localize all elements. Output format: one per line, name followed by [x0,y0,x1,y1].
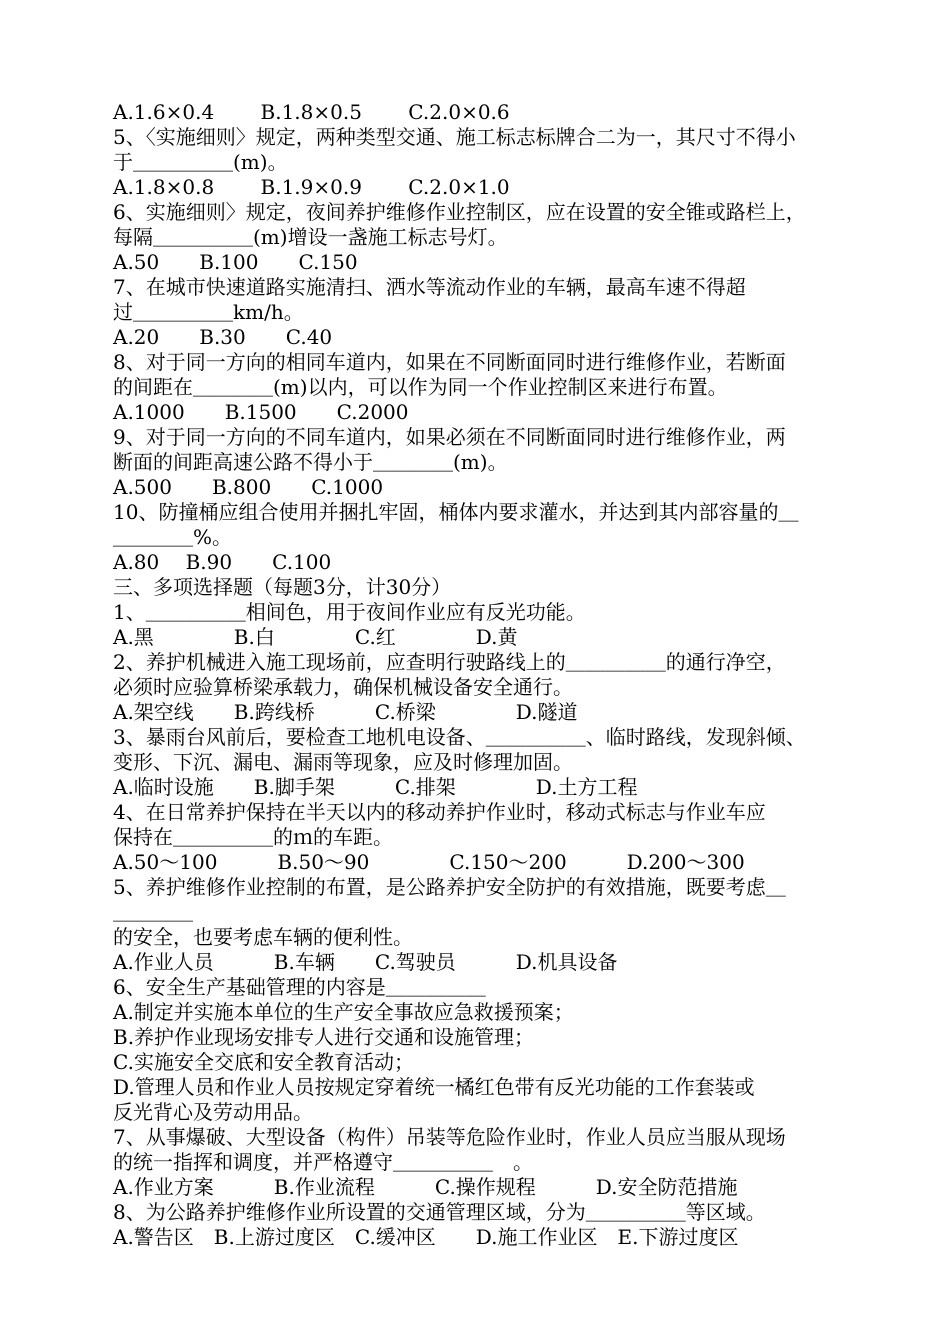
text-line: 于＿＿＿＿＿(m)。 [113,150,288,174]
text-line: A.作业人员 B.车辆 C.驾驶员 D.机具设备 [113,950,618,974]
text-line: A.1.8×0.8 B.1.9×0.9 C.2.0×1.0 [113,175,510,199]
text-line: A.制定并实施本单位的生产安全事故应急救援预案； [113,1000,574,1024]
text-line: 变形、下沉、漏电、漏雨等现象，应及时修理加固。 [113,750,573,774]
text-line: 6、实施细则〉规定，夜间养护维修作业控制区，应在设置的安全锥或路栏上， [113,200,806,224]
text-line: 断面的间距高速公路不得小于＿＿＿＿(m)。 [113,450,508,474]
text-line: A.黑 B.白 C.红 D.黄 [113,625,518,649]
text-line: C.实施安全交底和安全教育活动； [113,1050,414,1074]
text-line: 5、养护维修作业控制的布置，是公路养护安全防护的有效措施，既要考虑＿ [113,875,786,899]
text-line: 8、为公路养护维修作业所设置的交通管理区域，分为＿＿＿＿＿等区域。 [113,1200,766,1224]
text-line: A.作业方案 B.作业流程 C.操作规程 D.安全防范措施 [113,1175,738,1199]
text-line: 6、安全生产基础管理的内容是＿＿＿＿＿ [113,975,486,999]
text-line: 的安全，也要考虑车辆的便利性。 [113,925,413,949]
text-line: A.1.6×0.4 B.1.8×0.5 C.2.0×0.6 [113,100,510,124]
text-line: 4、在日常养护保持在半天以内的移动养护作业时，移动式标志与作业车应 [113,800,766,824]
text-line: A.临时设施 B.脚手架 C.排架 D.土方工程 [113,775,638,799]
text-line: 1、＿＿＿＿＿相间色，用于夜间作业应有反光功能。 [113,600,586,624]
text-line: A.架空线 B.跨线桥 C.桥梁 D.隧道 [113,700,578,724]
text-line: A.警告区 B.上游过度区 C.缓冲区 D.施工作业区 E.下游过度区 [113,1225,739,1249]
text-line: 8、对于同一方向的相同车道内，如果在不同断面同时进行维修作业，若断面 [113,350,786,374]
text-line: 3、暴雨台风前后，要检查工地机电设备、＿＿＿＿＿、临时路线，发现斜倾、 [113,725,806,749]
text-line: 7、在城市快速道路实施清扫、洒水等流动作业的车辆，最高车速不得超 [113,275,746,299]
text-line: 10、防撞桶应组合使用并捆扎牢固，桶体内要求灌水，并达到其内部容量的＿ [113,500,799,524]
text-line: 9、对于同一方向的不同车道内，如果必须在不同断面同时进行维修作业，两 [113,425,786,449]
text-line: 保持在＿＿＿＿＿的ｍ的车距。 [113,825,393,849]
text-line: A.20 B.30 C.40 [113,325,333,349]
text-line: 的间距在＿＿＿＿(m)以内，可以作为同一个作业控制区来进行布置。 [113,375,728,399]
section-heading: 三、多项选择题（每题3分，计30分） [113,575,452,599]
text-line: 过＿＿＿＿＿km/h。 [113,300,304,324]
text-line: 7、从事爆破、大型设备（构件）吊装等危险作业时，作业人员应当服从现场 [113,1125,786,1149]
text-line: A.500 B.800 C.1000 [113,475,384,499]
text-line: 每隔＿＿＿＿＿(m)增设一盏施工标志号灯。 [113,225,508,249]
text-line: 2、养护机械进入施工现场前，应查明行驶路线上的＿＿＿＿＿的通行净空， [113,650,786,674]
text-line: 必须时应验算桥梁承载力，确保机械设备安全通行。 [113,675,573,699]
text-line: 的统一指挥和调度，并严格遵守＿＿＿＿＿ 。 [113,1150,533,1174]
text-line: ＿＿＿＿ [113,900,193,924]
text-line: A.80 B.90 C.100 [113,550,332,574]
text-line: B.养护作业现场安排专人进行交通和设施管理； [113,1025,535,1049]
text-line: 反光背心及劳动用品。 [113,1100,313,1124]
text-line: A.1000 B.1500 C.2000 [113,400,409,424]
text-line: A.50～100 B.50～90 C.150～200 D.200～300 [113,850,745,874]
text-line: 5、〈实施细则〉规定，两种类型交通、施工标志标牌合二为一，其尺寸不得小 [113,125,796,149]
text-line: ＿＿＿＿%。 [113,525,233,549]
text-line: A.50 B.100 C.150 [113,250,358,274]
text-line: D.管理人员和作业人员按规定穿着统一橘红色带有反光功能的工作套装或 [113,1075,755,1099]
